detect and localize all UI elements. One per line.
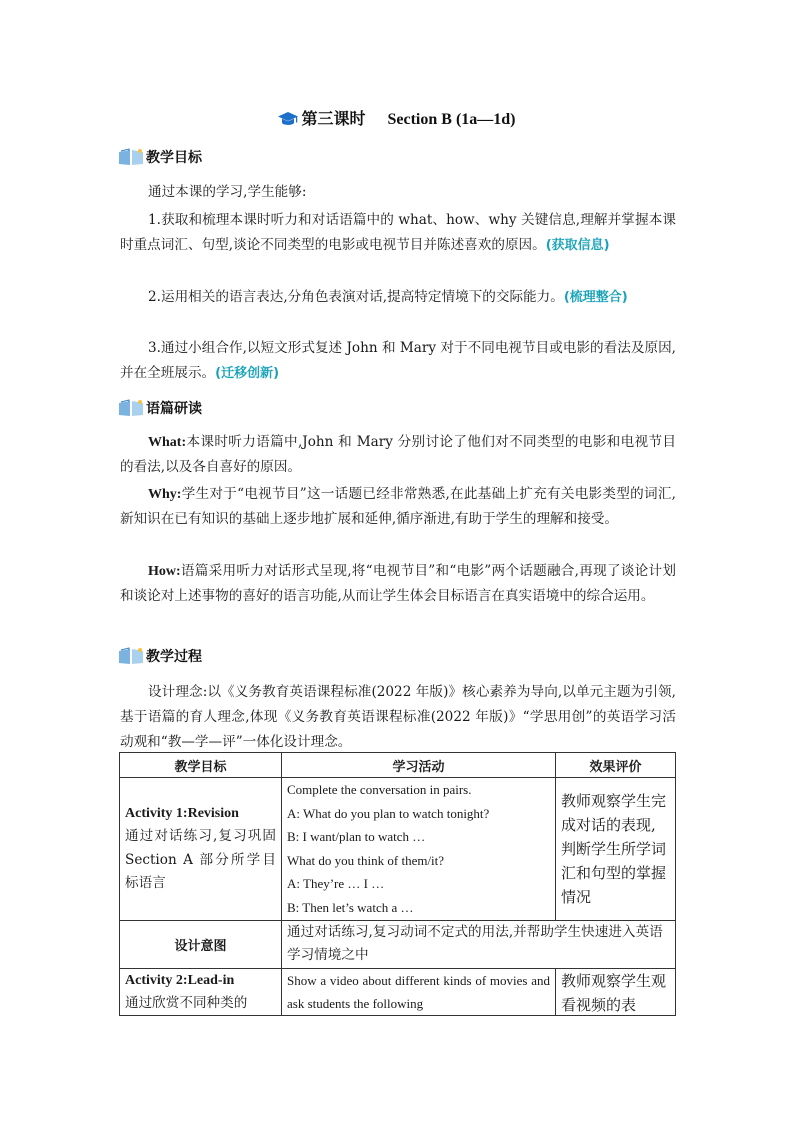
activity-eval: 教师观察学生观看视频的表 — [561, 971, 667, 1014]
table-header: 学习活动 — [282, 753, 556, 778]
activity-goal: 通过欣赏不同种类的 — [125, 995, 248, 1012]
activity-title: Activity 1:Revision — [125, 805, 239, 821]
reading-how: How:语篇采用听力对话形式呈现,将“电视节目”和“电影”两个话题融合,再现了谈论计划和谈论对上述事物的喜好的语言功能,从而让学生体会目标语言在真实语境中的综合运用。 — [120, 563, 676, 604]
activity-line: Show a video about different kinds of movies and ask students the following — [287, 972, 550, 1012]
activity2-goal-cell — [120, 968, 282, 1015]
activity-line: B: Then let’s watch a … — [287, 899, 414, 915]
activity1-goal-cell — [120, 778, 282, 921]
table-header: 教学目标 — [120, 753, 282, 778]
objective-item-3: 3.通过小组合作,以短文形式复述 John 和 Mary 对于不同电视节目或电影的看法及原因,并在全班展示。(迁移创新) — [120, 340, 676, 381]
activity-line: A: They’re … I … — [287, 876, 385, 892]
activity-goal: 通过对话练习,复习巩固 Section A 部分所学目标语言 — [125, 828, 276, 892]
table-header-row — [120, 753, 676, 778]
activity1-eval-cell: 教师观察学生完成对话的表现,判断学生所学词汇和句型的掌握情况 — [556, 778, 676, 921]
section-title: 教学过程 — [146, 649, 202, 665]
open-book-icon — [118, 148, 144, 166]
objective-tag: (获取信息) — [545, 238, 610, 253]
page-title — [0, 106, 794, 129]
activity2-activity-cell — [282, 968, 556, 1015]
activity-line: What do you think of them/it? — [287, 852, 445, 868]
activity-line: B: I want/plan to watch … — [287, 829, 426, 845]
reading-what: What:本课时听力语篇中,John 和 Mary 分别讨论了他们对不同类型的电影和电视节目的看法,以及各自喜好的原因。 — [120, 434, 676, 475]
design-intent-text: 通过对话练习,复习动词不定式的用法,并帮助学生快速进入英语学习情境之中 — [282, 920, 676, 968]
objective-item-1: 1.获取和梳理本课时听力和对话语篇中的 what、how、why 关键信息,理解并掌握本课时重点词汇、句型,谈论不同类型的电影或电视节目并陈述喜欢的原因。(获取信息) — [120, 212, 676, 253]
activity2-eval-cell — [556, 968, 676, 1015]
section-heading-reading — [118, 398, 202, 418]
activity-title: Activity 2:Lead-in — [125, 972, 235, 988]
objectives-intro: 通过本课的学习,学生能够: — [148, 184, 307, 200]
section-title: 语篇研读 — [146, 401, 202, 417]
lesson-table — [119, 752, 676, 1016]
open-book-icon — [118, 399, 144, 417]
reading-why: Why:学生对于“电视节目”这一话题已经非常熟悉,在此基础上扩充有关电影类型的词汇,新知识在已有知识的基础上逐步地扩展和延伸,循序渐进,有助于学生的理解和接受。 — [120, 486, 676, 527]
section-heading-process — [118, 646, 202, 666]
lesson-label: 第三课时 — [301, 111, 366, 128]
table-row — [120, 920, 676, 968]
activity1-activity-cell — [282, 778, 556, 921]
section-heading-objectives — [118, 147, 202, 167]
activity-line: A: What do you plan to watch tonight? — [287, 805, 490, 821]
objective-tag: (迁移创新) — [215, 366, 280, 381]
open-book-icon — [118, 647, 144, 665]
design-intent-label: 设计意图 — [120, 920, 282, 968]
table-header: 效果评价 — [556, 753, 676, 778]
objective-item-2: 2.运用相关的语言表达,分角色表演对话,提高特定情境下的交际能力。(梳理整合) — [148, 289, 628, 305]
table-row — [120, 968, 676, 1015]
table-row — [120, 778, 676, 921]
activity-line: Complete the conversation in pairs. — [287, 782, 472, 797]
section-title: 教学目标 — [146, 150, 202, 166]
objective-tag: (梳理整合) — [563, 290, 628, 305]
process-intro: 设计理念:以《义务教育英语课程标准(2022 年版)》核心素养为导向,以单元主题为引领,基于语篇的育人理念,体现《义务教育英语课程标准(2022 年版)》“学思用创”的英语学习活动观和“教—学—评”一体化设计理念。 — [120, 684, 676, 750]
section-label: Section B (1a—1d) — [387, 111, 516, 128]
graduation-cap-icon — [278, 111, 298, 127]
